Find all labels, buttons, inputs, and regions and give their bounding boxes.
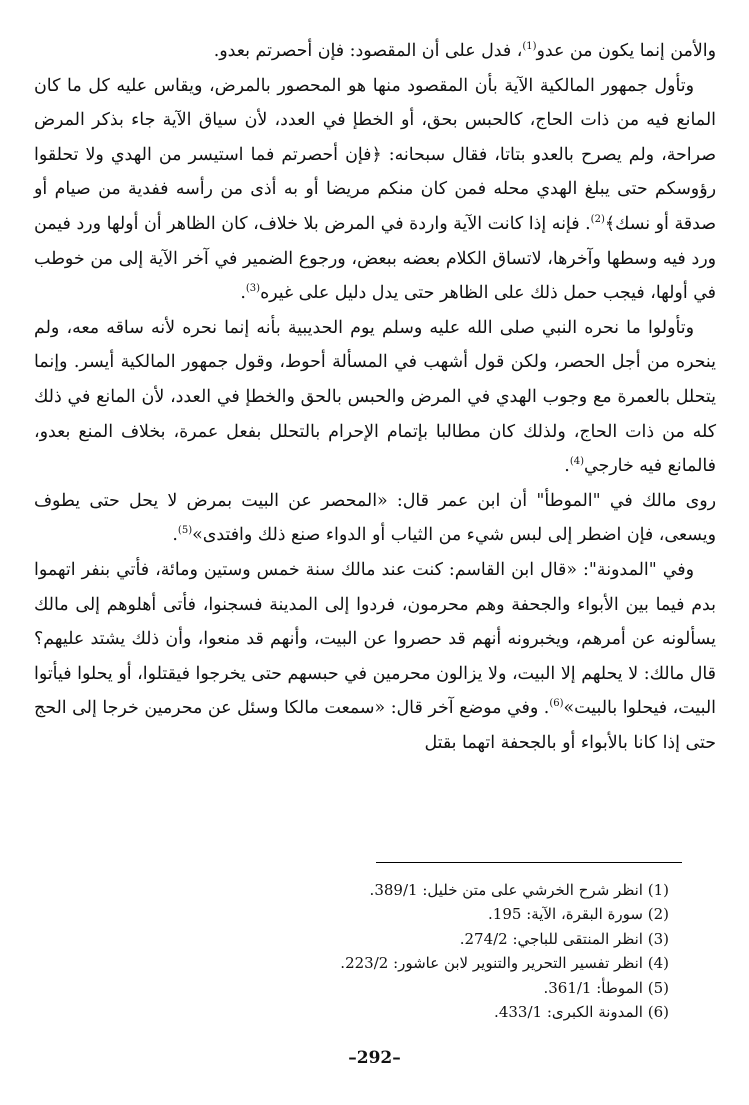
text-run: .	[172, 525, 178, 546]
paragraph	[34, 553, 716, 761]
footnote: (1) انظر شرح الخرشي على متن خليل: 389/1.	[369, 881, 669, 899]
footnote-ref: (2)	[590, 214, 605, 226]
footnote: (2) سورة البقرة، الآية: 195.	[488, 905, 669, 924]
footnote: (3) انظر المنتقى للباجي: 274/2.	[459, 929, 669, 948]
footnotes	[69, 878, 669, 1024]
footnote: (4) انظر تفسير التحرير والتنوير لابن عاشور: 223/2.	[340, 954, 669, 973]
text-run: روى مالك في "الموطأ" أن ابن عمر قال: «المحصر عن البيت بمرض لا يحل حتى يطوف ويسعى، فإن اضطر إلى لبس شيء من الثياب أو الدواء صنع ذلك وافتدى»	[34, 490, 716, 546]
paragraph	[34, 311, 716, 484]
text-run: . وفي موضع آخر قال: «سمعت مالكا وسئل عن محرمين خرجا إلى الحج حتى إذا كانا بالأبواء أو بالجحفة اتهما بقتل	[34, 698, 716, 753]
text-run: وفي "المدونة": «قال ابن القاسم: كنت عند مالك سنة خمس وستين ومائة، فأتي بنفر اتهموا بدم فيما بين الأبواء والجحفة وهم محرمون، فردوا إلى المدينة فسجنوا، فأتى أهلوهم إلى مالك يسألونه عن أمرهم، ويخبرونه أنهم قد حصروا عن البيت، وأنهم قد منعوا، وأن ذلك يشتد عليهم؟ قال مالك: لا يحلهم إلا البيت، ولا يزالون محرمين في حبسهم حتى يخرجوا فيقتلوا، أو يحلوا فيأتوا البيت، فيحلوا بالبيت»	[34, 559, 716, 719]
footnote-ref: (6)	[549, 698, 564, 710]
main-text	[34, 34, 716, 760]
text-run: وتأولوا ما نحره النبي صلى الله عليه وسلم يوم الحديبية بأنه إنما نحره لأنه ساقه معه، ولم ينحره من أجل الحصر، ولكن قول أشهب في المسألة أحوط، وقول جمهور المالكية أيسر. وإنما يتحلل بالعمرة مع وجوب الهدي في المرض والحبس بالحق والخطإ في العدد، لأن المانع في ذلك كله من ذات الحاج، ولذلك كان مطالبا بإتمام الإحرام بالتحلل بفعل عمرة، بخلاف المنع بعدو، فالمانع فيه خارجي	[34, 317, 716, 477]
page-number: –292–	[348, 1048, 401, 1068]
text-run: ، فدل على أن المقصود: فإن أحصرتم بعدو.	[213, 41, 523, 61]
footnote: (6) المدونة الكبرى: 433/1.	[494, 1003, 669, 1022]
paragraph	[34, 69, 716, 311]
text-run: وتأول جمهور المالكية الآية بأن المقصود منها هو المحصور بالمرض، ويقاس عليه كل ما كان المانع فيه من ذات الحاج، كالحبس بحق، أو الخطإ في العدد، لأن سياق الآية جاء بذكر المرض صراحة، ولم يصرح بالعدو بتاتا، فقال سبحانه: ﴿فإن أحصرتم فما استيسر من الهدي ولا تحلقوا رؤوسكم حتى يبلغ الهدي محله فمن كان منكم مريضا أو به أذى من رأسه ففدية من صيام أو صدقة أو نسك﴾	[34, 75, 716, 234]
paragraph	[34, 484, 716, 553]
footnote-ref: (5)	[177, 525, 193, 537]
footnote-ref: (1)	[522, 41, 537, 53]
text-run: .	[564, 456, 570, 477]
text-run: .	[240, 283, 246, 304]
footnote: (5) الموطأ: 361/1.	[543, 978, 669, 997]
footnote-ref: (4)	[569, 456, 584, 468]
footnote-ref: (3)	[245, 283, 261, 295]
paragraph	[34, 34, 716, 69]
text-run: . فإنه إذا كانت الآية واردة في المرض بلا خلاف، كان الظاهر أن أولها ورد فيمن ورد فيه وسطها وآخرها، لاتساق الكلام بعضه ببعض، ورجوع الضمير في آخر الآية إلى من خوطب في أولها، فيجب حمل ذلك على الظاهر حتى يدل دليل على غيره	[34, 213, 716, 304]
footnote-divider	[376, 862, 682, 863]
text-run: والأمن إنما يكون من عدو	[536, 41, 716, 61]
